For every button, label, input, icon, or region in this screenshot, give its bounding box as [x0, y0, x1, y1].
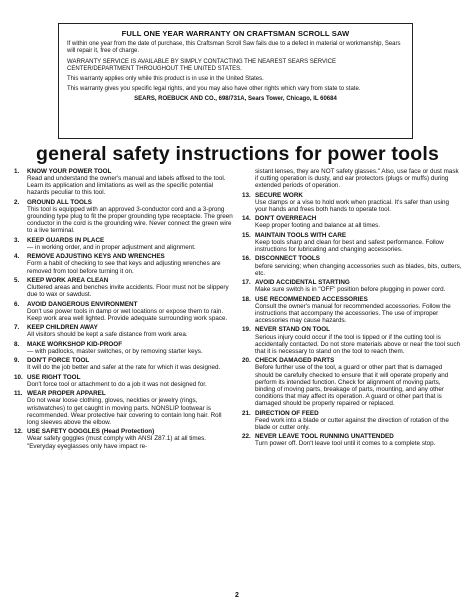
safety-item-body: Use clamps or a vise to hold work when practical. It's safer than using your hands and frees both hands to operate tool.: [255, 198, 450, 213]
safety-item-number: 19.: [242, 326, 251, 334]
safety-item-heading: [14, 253, 235, 260]
safety-item: [242, 357, 462, 407]
safety-item-title: REMOVE ADJUSTING KEYS AND WRENCHES: [27, 253, 165, 261]
safety-item: [14, 324, 235, 338]
safety-item-number: 22.: [242, 433, 251, 441]
safety-item-body: Do not wear loose clothing, gloves, neckties or jewelry (rings, wristwatches) to get caught in moving parts. NONSLIP footwear is recommended. Wear protective hair covering to contain long hair. Roll long sleeves above the elbow.: [27, 397, 222, 426]
safety-item-number: 5.: [14, 276, 20, 284]
safety-item-body: Feed work into a blade or cutter against the direction of rotation of the blade or cutter only.: [255, 416, 449, 431]
continued-text: sistant lenses, they are NOT safety glasses." Also, use face or dust mask if cutting operation is dusty, and ear protectors (plugs or muffs) during extended periods of operation.: [255, 168, 459, 190]
safety-item-heading: [242, 232, 462, 239]
safety-item-number: 1.: [14, 168, 20, 175]
warranty-paragraph: This warranty gives you specific legal rights, and you may also have other rights which vary from state to state.: [67, 86, 361, 93]
safety-item-heading: [14, 390, 235, 397]
safety-item-body: All visitors should be kept a safe distance from work area.: [27, 331, 188, 339]
safety-item-heading: [242, 326, 462, 333]
safety-item-heading: [242, 255, 462, 262]
page-headline: general safety instructions for power tools: [35, 143, 439, 165]
safety-item-title: DON'T FORCE TOOL: [27, 357, 90, 365]
safety-item-number: 15.: [242, 231, 251, 239]
safety-item-heading: [14, 428, 235, 435]
safety-item-number: 13.: [242, 191, 251, 199]
safety-item-heading: [242, 296, 462, 303]
safety-item-number: 9.: [14, 357, 20, 365]
safety-item-body: This tool is equipped with an approved 3-conductor cord and a 3-prong grounding type plug to fit the proper grounding type receptacle. The green conductor in the cord is the grounding wire. Never connect the green wire to a live terminal.: [27, 205, 233, 235]
safety-item: [242, 215, 462, 229]
safety-item-number: 10.: [14, 373, 23, 381]
safety-item-title: KEEP CHILDREN AWAY: [27, 324, 98, 332]
safety-item: [14, 374, 235, 388]
safety-item-body: — with padlocks, master switches, or by removing starter keys.: [27, 347, 203, 355]
safety-item-title: USE RIGHT TOOL: [27, 373, 81, 381]
safety-item: [242, 279, 462, 293]
safety-item: [242, 410, 462, 431]
safety-item: [14, 390, 235, 426]
safety-item-body: Consult the owner's manual for recommended accessories. Follow the instructions that accompany the accessories. The use of improper accessories may cause hazards.: [255, 302, 451, 325]
safety-item-number: 16.: [242, 255, 251, 263]
safety-item: [242, 326, 462, 355]
safety-item-number: 7.: [14, 324, 20, 332]
safety-item: [242, 232, 462, 253]
safety-item: [14, 253, 235, 274]
right-column: [242, 168, 462, 450]
warranty-signature: SEARS, ROEBUCK AND CO., 698/731A, Sears Tower, Chicago, IL 60684: [134, 96, 337, 103]
safety-item-heading: [242, 433, 462, 440]
safety-item-body: Read and understand the owner's manual and labels affixed to the tool. Learn its application and limitations as well as the specific potential hazards peculiar to this tool.: [27, 175, 226, 197]
safety-item: [14, 277, 235, 298]
safety-item-heading: [14, 341, 235, 348]
safety-item-title: KEEP WORK AREA CLEAN: [27, 276, 109, 284]
safety-item-number: 12.: [14, 428, 23, 436]
safety-item-body: Cluttered areas and benches invite accidents. Floor must not be slippery due to wax or sawdust.: [27, 284, 229, 299]
safety-item: [14, 428, 235, 449]
safety-item-body: before servicing; when changing accessories such as blades, bits, cutters, etc.: [255, 262, 462, 277]
safety-item-number: 2.: [14, 198, 20, 206]
safety-item: [242, 192, 462, 213]
safety-item-number: 6.: [14, 300, 20, 308]
warranty-paragraph: WARRANTY SERVICE IS AVAILABLE BY SIMPLY CONTACTING THE NEAREST SEARS SERVICE CENTER/DEPARTMENT THROUGHOUT THE UNITED STATES.: [67, 58, 336, 72]
safety-item-heading: [242, 215, 462, 222]
safety-item-heading: [242, 192, 462, 199]
warranty-box: [58, 23, 413, 139]
safety-item-body: Keep proper footing and balance at all times.: [255, 222, 380, 230]
warranty-title: FULL ONE YEAR WARRANTY ON CRAFTSMAN SCROLL SAW: [121, 29, 350, 38]
safety-item-title: GROUND ALL TOOLS: [27, 198, 92, 206]
safety-item-heading: [14, 357, 235, 364]
safety-item-title: KNOW YOUR POWER TOOL: [27, 168, 112, 175]
safety-item-body: Wear safety goggles (must comply with ANSI Z87.1) at all times. "Everyday eyeglasses only have impact re-: [27, 435, 207, 450]
safety-item-body: Don't use power tools in damp or wet locations or expose them to rain. Keep work area well lighted. Provide adequate surrounding work space.: [27, 307, 228, 322]
warranty-paragraph: This warranty applies only while this product is in use in the United States.: [67, 76, 264, 83]
safety-item: [242, 433, 462, 447]
safety-item-heading: [14, 168, 235, 175]
safety-item-body: Don't force tool or attachment to do a job it was not designed for.: [27, 380, 207, 388]
safety-item-number: 3.: [14, 236, 20, 244]
safety-item-heading: [242, 410, 462, 417]
safety-item-title: CHECK DAMAGED PARTS: [255, 357, 335, 365]
safety-item-body: — in working order, and in proper adjustment and alignment.: [27, 243, 196, 251]
safety-item: [242, 296, 462, 325]
safety-item-body: Serious injury could occur if the tool is tipped or if the cutting tool is accidentally contacted. Do not store materials above or near the tool such that it is necessary to stand on the tool to reach them.: [255, 333, 461, 355]
safety-item-title: KEEP GUARDS IN PLACE: [27, 236, 105, 244]
safety-item-number: 14.: [242, 215, 251, 223]
safety-item-heading: [14, 324, 235, 331]
safety-item-title: MAKE WORKSHOP KID-PROOF: [27, 340, 123, 348]
safety-item: [242, 255, 462, 276]
warranty-paragraph: If within one year from the date of purchase, this Craftsman Scroll Saw fails due to a defect in material or workmanship, Sears will repair it, free of charge.: [67, 41, 401, 55]
safety-item-heading: [242, 279, 462, 286]
safety-item-body: Make sure switch is in "OFF" position before plugging in power cord.: [255, 286, 446, 294]
safety-item-title: DIRECTION OF FEED: [255, 409, 319, 417]
safety-item-number: 8.: [14, 340, 20, 348]
safety-item-title: USE SAFETY GOGGLES (Head Protection): [27, 428, 155, 436]
safety-item-heading: [14, 374, 235, 381]
safety-item-heading: [242, 357, 462, 364]
safety-item-number: 21.: [242, 409, 251, 417]
safety-item-body: Keep tools sharp and clean for best and safest performance. Follow instructions for lubricating and changing accessories.: [255, 238, 444, 254]
safety-item-body: Form a habit of checking to see that keys and adjusting wrenches are removed from tool before turning it on.: [27, 260, 221, 275]
safety-item: [14, 168, 235, 197]
safety-item-number: 17.: [242, 279, 251, 287]
safety-item: [14, 301, 235, 322]
left-column: [14, 168, 235, 452]
safety-item-title: NEVER LEAVE TOOL RUNNING UNATTENDED: [255, 433, 394, 441]
safety-item-title: WEAR PROPER APPAREL: [27, 390, 106, 398]
safety-item-number: 4.: [14, 253, 20, 261]
safety-item-number: 20.: [242, 357, 251, 365]
safety-item: [14, 199, 235, 235]
safety-item-title: MAINTAIN TOOLS WITH CARE: [255, 231, 347, 239]
safety-item-title: NEVER STAND ON TOOL: [255, 326, 330, 334]
safety-item-body: It will do the job better and safer at the rate for which it was designed.: [27, 364, 221, 372]
page-number: 2: [235, 592, 239, 599]
safety-item-heading: [14, 301, 235, 308]
safety-item-body: Turn power off. Don't leave tool until it comes to a complete stop.: [255, 440, 436, 448]
safety-item-body: Before further use of the tool, a guard or other part that is damaged should be carefully checked to ensure that it will operate properly and perform its intended function. Check for alignment of moving parts, binding of moving parts, breakage of parts, mounting, and any other conditions that may affect its operation. A guard or other part that is damaged should be properly repaired or replaced.: [255, 364, 449, 408]
safety-item-heading: [14, 277, 235, 284]
safety-item-title: SECURE WORK: [255, 191, 303, 199]
safety-item: [14, 341, 235, 355]
safety-item-heading: [14, 199, 235, 206]
safety-item-number: 11.: [14, 390, 23, 398]
safety-item-title: USE RECOMMENDED ACCESSORIES: [255, 295, 368, 303]
safety-item-title: DISCONNECT TOOLS: [255, 255, 320, 263]
safety-item-title: AVOID DANGEROUS ENVIRONMENT: [27, 300, 138, 308]
safety-item-title: AVOID ACCIDENTAL STARTING: [255, 279, 350, 287]
safety-item: [14, 357, 235, 371]
safety-item-title: DON'T OVERREACH: [255, 215, 317, 223]
safety-item-number: 18.: [242, 295, 251, 303]
safety-item-heading: [14, 237, 235, 244]
safety-item: [14, 237, 235, 251]
